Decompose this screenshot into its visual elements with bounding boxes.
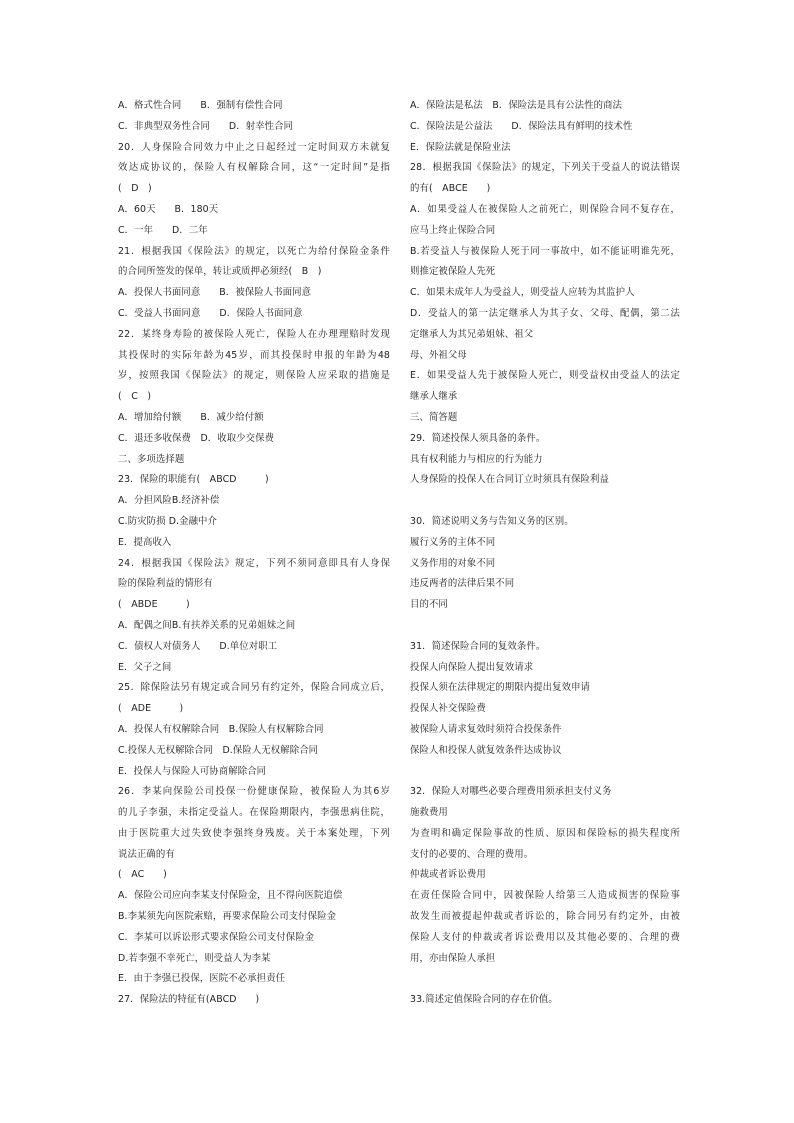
- left-line: A．投保人书面同意 B．被保险人书面同意: [118, 287, 312, 299]
- right-line: A．如果受益人在被保险人之前死亡，则保险合同不复存在，: [410, 203, 680, 215]
- answer-line: 义务作用的对象不同: [410, 557, 496, 569]
- left-line: A．配偶之间B.有扶养关系的兄弟姐妹之间: [118, 619, 296, 631]
- right-line: D．受益人的第一法定继承人为其子女、父母、配偶，第二法: [410, 307, 680, 319]
- section-heading: 三、简答题: [410, 411, 458, 423]
- left-line: C．李某可以诉讼形式要求保险公司支付保险金: [118, 931, 315, 943]
- left-line: A．投保人有权解除合同 B.保险人有权解除合同: [118, 723, 324, 735]
- answer-line: 人身保险的投保人在合同订立时须具有保险利益: [410, 474, 609, 486]
- left-line: C．债权人对债务人 D.单位对职工: [118, 640, 278, 652]
- answer-line: 投保人向保险人提出复效请求: [410, 661, 534, 673]
- right-line: 继承人继承: [410, 391, 458, 403]
- left-line: B.李某须先向医院索赔，再要求保险公司支付保险金: [118, 911, 337, 923]
- right-line: C．如果未成年人为受益人，则受益人应转为其监护人: [410, 287, 635, 299]
- answer-line: 为查明和确定保险事故的性质、原因和保险标的损失程度所: [410, 827, 680, 839]
- left-line: A．增加给付额 B．减少给付额: [118, 411, 264, 423]
- left-line: A．保险公司应向李某支付保险金，且不得向医院追偿: [118, 890, 343, 902]
- left-line: E．父子之间: [118, 661, 172, 673]
- left-line: 的合同所签发的保单，转让或质押必须经( B ): [118, 266, 322, 278]
- left-line: 由于医院重大过失致使李强终身残废。关于本案处理，下列: [118, 827, 390, 839]
- blank-line: [410, 969, 680, 990]
- left-line: C．退还多收保费 D．收取少交保费: [118, 432, 275, 444]
- left-line: C．非典型双务性合同 D．射幸性合同: [118, 120, 294, 132]
- right-line: 28．根据我国《保险法》的规定，下列关于受益人的说法错误: [410, 162, 680, 174]
- left-line: ( D ): [118, 183, 152, 195]
- left-line: 岁，按照我国《保险法》的规定，则保险人应采取的措施是: [118, 370, 390, 382]
- blank-line: [410, 491, 680, 512]
- left-line: 23．保险的职能有( ABCD ): [118, 474, 269, 486]
- left-line: 22．某终身寿险的被保险人死亡，保险人在办理理赔时发现: [118, 328, 390, 340]
- right-line: 母、外祖父母: [410, 349, 467, 361]
- left-line: E．提高收入: [118, 536, 172, 548]
- left-line: A．分担风险B.经济补偿: [118, 495, 220, 507]
- left-line: 说法正确的有: [118, 848, 175, 860]
- answer-line: 在责任保险合同中，因被保险人给第三人造成损害的保险事: [410, 890, 680, 902]
- left-line: C．一年 D．二年: [118, 224, 208, 236]
- left-line: 其投保时的实际年龄为45岁，而其投保时申报的年龄为48: [118, 349, 390, 361]
- left-line: C．受益人书面同意 D．保险人书面同意: [118, 307, 303, 319]
- section-heading: 二、多项选择题: [118, 453, 185, 465]
- answer-line: 用，亦由保险人承担: [410, 952, 496, 964]
- answer-line: 仲裁或者诉讼费用: [410, 869, 486, 881]
- left-line: ( AC ): [118, 869, 167, 881]
- blank-line: [410, 616, 680, 637]
- left-line: A．格式性合同 B．强制有偿性合同: [118, 100, 283, 111]
- left-line: ( C ): [118, 391, 152, 403]
- left-line: 险的保险利益的情形有: [118, 578, 213, 590]
- left-line: 26．李某向保险公司投保一份健康保险，被保险人为其6岁: [118, 786, 390, 798]
- left-line: 效达成协议的，保险人有权解除合同，这“一定时间”是指: [118, 162, 390, 174]
- left-line: 27．保险法的特征有(ABCD ): [118, 994, 260, 1006]
- answer-line: 履行义务的主体不同: [410, 536, 496, 548]
- left-line: 的儿子李强，未指定受益人。在保险期限内，李强患病住院，: [118, 807, 390, 819]
- right-line: 则推定被保险人先死: [410, 266, 496, 278]
- answer-line: 目的不同: [410, 599, 448, 611]
- left-column: [118, 96, 390, 1011]
- right-line: 的有( ABCE ): [410, 183, 491, 195]
- right-line: E．如果受益人先于被保险人死亡，则受益权由受益人的法定: [410, 370, 680, 382]
- answer-line: 违反两者的法律后果不同: [410, 578, 515, 590]
- left-line: D.若李强不幸死亡，则受益人为李某: [118, 952, 271, 964]
- answer-line: 保险人支付的仲裁或者诉讼费用以及其他必要的、合理的费: [410, 931, 680, 943]
- right-line: A．保险法是私法 B．保险法是具有公法性的商法: [410, 100, 623, 111]
- right-line: 应马上终止保险合同: [410, 224, 496, 236]
- answer-line: 支付的必要的、合理的费用。: [410, 848, 534, 860]
- answer-line: 故发生而被提起仲裁或者诉讼的，除合同另有约定外，由被: [410, 911, 680, 923]
- right-line: 定继承人为其兄弟姐妹、祖父: [410, 328, 534, 340]
- question-heading: 33.简述定值保险合同的存在价值。: [410, 994, 558, 1006]
- right-line: B.若受益人与被保险人死于同一事故中，如不能证明谁先死，: [410, 245, 680, 257]
- left-line: 20．人身保险合同效力中止之日起经过一定时间双方未就复: [118, 141, 390, 153]
- answer-line: 施救费用: [410, 807, 448, 819]
- right-line: E．保险法就是保险业法: [410, 141, 511, 153]
- question-heading: 31．简述保险合同的复效条件。: [410, 640, 546, 652]
- right-column: [410, 96, 680, 1011]
- answer-line: 具有权利能力与相应的行为能力: [410, 453, 543, 465]
- left-line: C.防灾防损 D.金融中介: [118, 515, 218, 527]
- left-line: E．由于李强已投保，医院不必承担责任: [118, 973, 286, 985]
- left-line: 24．根据我国《保险法》规定，下列不须同意即具有人身保: [118, 557, 390, 569]
- question-heading: 29．简述投保人须具备的条件。: [410, 432, 546, 444]
- left-line: ( ADE ): [118, 703, 184, 715]
- left-line: 21．根据我国《保险法》的规定，以死亡为给付保险金条件: [118, 245, 390, 257]
- right-line: C．保险法是公益法 D．保险法具有鲜明的技术性: [410, 120, 633, 132]
- left-line: E．投保人与保险人可协商解除合同: [118, 765, 267, 777]
- left-line: C.投保人无权解除合同 D.保险人无权解除合同: [118, 744, 319, 756]
- left-line: A．60天 B．180天: [118, 203, 219, 215]
- answer-line: 保险人和投保人就复效条件达成协议: [410, 744, 562, 756]
- left-line: ( ABDE ): [118, 599, 190, 611]
- question-heading: 30．简述说明义务与告知义务的区别。: [410, 515, 574, 527]
- question-heading: 32．保险人对哪些必要合理费用须承担支付义务: [410, 786, 612, 798]
- left-line: 25．除保险法另有规定或合同另有约定外，保险合同成立后，: [118, 682, 390, 694]
- blank-line: [410, 762, 680, 783]
- answer-line: 投保人补交保险费: [410, 703, 486, 715]
- answer-line: 被保险人请求复效时须符合投保条件: [410, 723, 562, 735]
- answer-line: 投保人须在法律规定的期限内提出复效申请: [410, 682, 591, 694]
